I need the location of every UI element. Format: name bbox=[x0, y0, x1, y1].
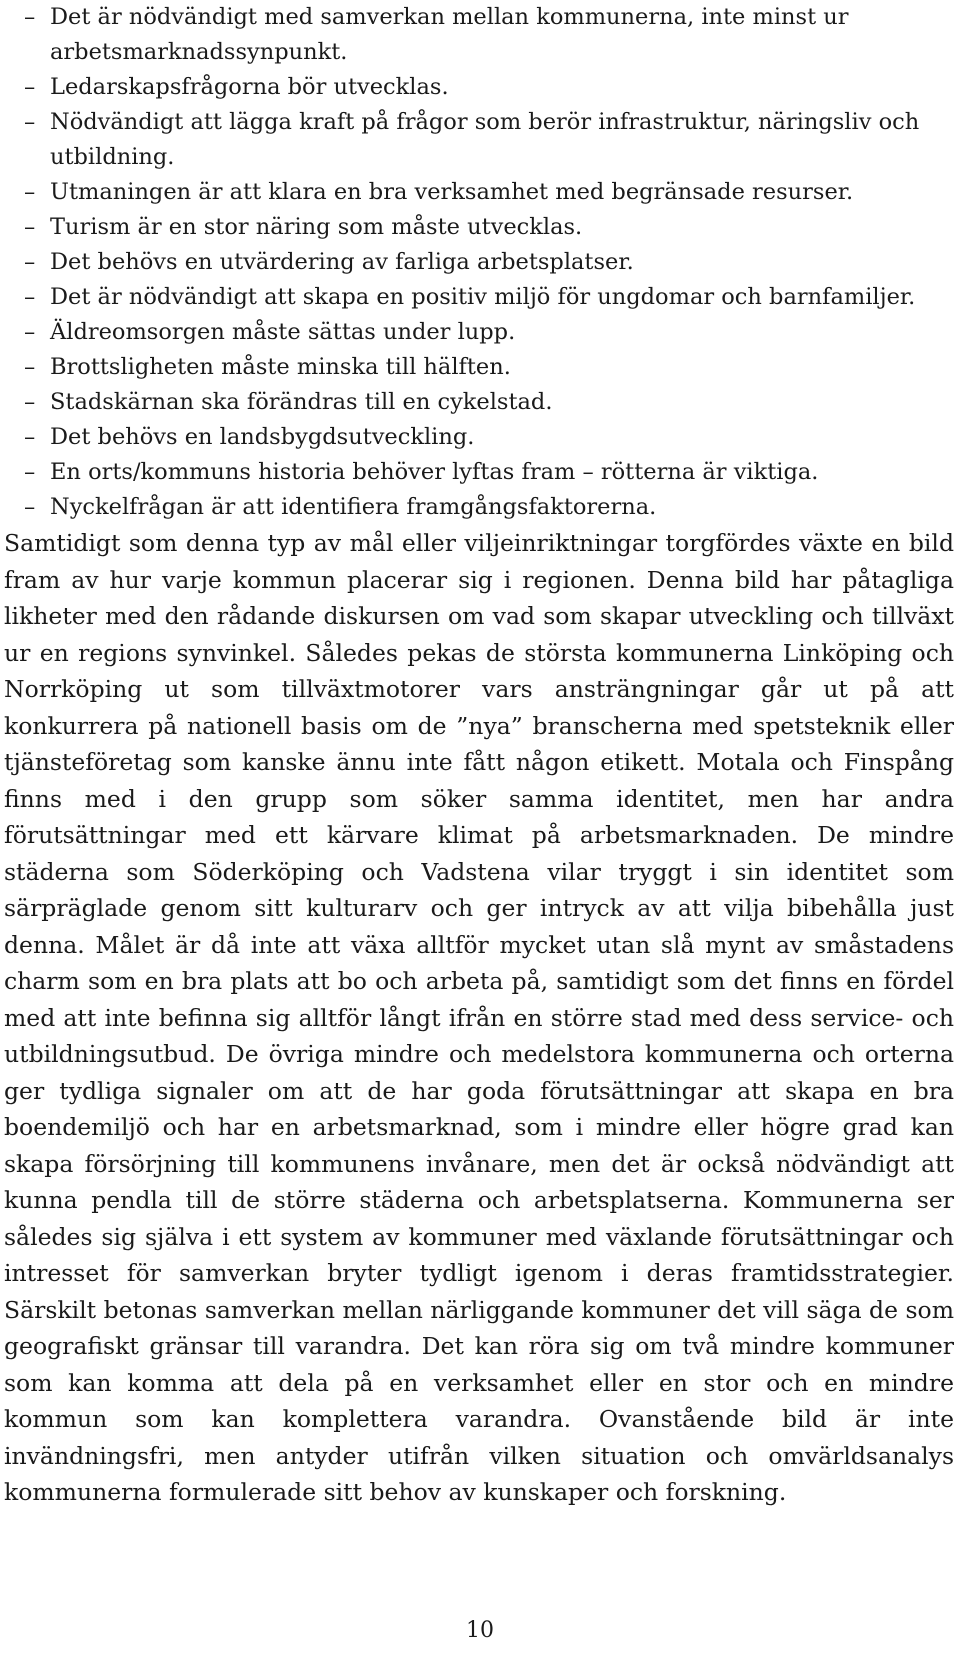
bullet-item: – Det är nödvändigt att skapa en positiv miljö för ungdomar och barnfamiljer. bbox=[4, 280, 954, 315]
bullet-list bbox=[4, 0, 954, 525]
bullet-item: – En orts/kommuns historia behöver lyftas fram – rötterna är viktiga. bbox=[4, 455, 954, 490]
bullet-item: – Stadskärnan ska förändras till en cykelstad. bbox=[4, 385, 954, 420]
page-number: 10 bbox=[466, 1618, 494, 1643]
bullet-item: – Utmaningen är att klara en bra verksamhet med begränsade resurser. bbox=[4, 175, 954, 210]
bullet-item: – Turism är en stor näring som måste utvecklas. bbox=[4, 210, 954, 245]
bullet-item: – Det behövs en utvärdering av farliga arbetsplatser. bbox=[4, 245, 954, 280]
bullet-item: – Det behövs en landsbygdsutveckling. bbox=[4, 420, 954, 455]
bullet-item: – Nödvändigt att lägga kraft på frågor som berör infrastruktur, näringsliv och utbildning. bbox=[4, 105, 954, 175]
body-paragraph: Samtidigt som denna typ av mål eller viljeinriktningar torgfördes växte en bild fram av hur varje kommun placerar sig i regionen. Denna bild har påtagliga likheter med den rådande diskursen om vad som skapar utveckling och tillväxt ur en regions synvinkel. Således pekas de största kommunerna Linköping och Norrköping ut som tillväxtmotorer vars ansträngningar går ut på att konkurrera på nationell basis om de ”nya” branscherna med spetsteknik eller tjänsteföretag som kanske ännu inte fått någon etikett. Motala och Finspång finns med i den grupp som söker samma identitet, men har andra förutsättningar med ett kärvare klimat på arbetsmarknaden. De mindre städerna som Söderköping och Vadstena vilar tryggt i sin identitet som särpräglade genom sitt kulturarv och ger intryck av att vilja bibehålla just denna. Målet är då inte att växa alltför mycket utan slå mynt av småstadens charm som en bra plats att bo och arbeta på, samtidigt som det finns en fördel med att inte befinna sig alltför långt ifrån en större stad med dess service- och utbildningsutbud. De övriga mindre och medelstora kommunerna och orterna ger tydliga signaler om att de har goda förutsättningar att skapa en bra boendemiljö och har en arbetsmarknad, som i mindre eller högre grad kan skapa försörjning till kommunens invånare, men det är också nödvändigt att kunna pendla till de större städerna och arbetsplatserna. Kommunerna ser således sig själva i ett system av kommuner med växlande förutsättningar och intresset för samverkan bryter tydligt igenom i deras framtidsstrategier. Särskilt betonas samverkan mellan närliggande kommuner det vill säga de som geografiskt gränsar till varandra. Det kan röra sig om två mindre kommuner som kan komma att dela på en verksamhet eller en stor och en mindre kommun som kan komplettera varandra. Ovanstående bild är inte invändningsfri, men antyder utifrån vilken situation och omvärldsanalys kommunerna formulerade sitt behov av kunskaper och forskning. bbox=[4, 529, 954, 1506]
document-page bbox=[4, 0, 954, 1511]
bullet-item: – Äldreomsorgen måste sättas under lupp. bbox=[4, 315, 954, 350]
bullet-item: – Brottsligheten måste minska till hälften. bbox=[4, 350, 954, 385]
bullet-item: – Nyckelfrågan är att identifiera framgångsfaktorerna. bbox=[4, 490, 954, 525]
bullet-item: – Ledarskapsfrågorna bör utvecklas. bbox=[4, 70, 954, 105]
bullet-item: – Det är nödvändigt med samverkan mellan kommunerna, inte minst ur arbetsmarknadssynpunkt. bbox=[4, 0, 954, 70]
